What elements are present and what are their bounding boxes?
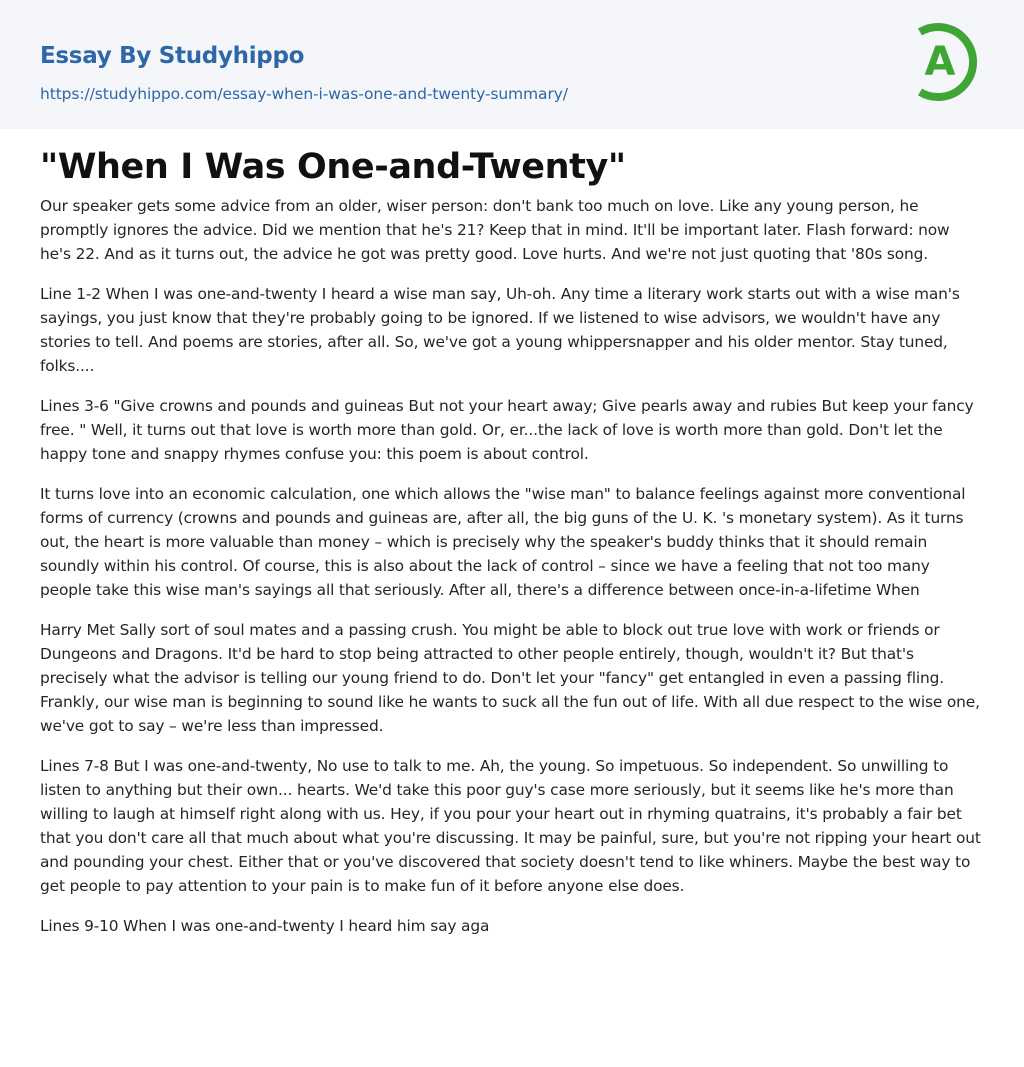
page-title: "When I Was One-and-Twenty"	[40, 147, 626, 187]
paragraph: Our speaker gets some advice from an older, wiser person: don't bank too much on love. Like any young person, he promptly ignores the advice. Did we mention that he's 21? Keep that in mind. It'll be important later. Flash forward: now he's 22. And as it turns out, the advice he got was pretty good. Love hurts. And we're not just quoting that '80s song.	[40, 197, 950, 263]
article-body	[40, 194, 984, 954]
paragraph: Lines 9-10 When I was one-and-twenty I heard him say aga	[40, 917, 490, 935]
paragraph: Lines 3-6 "Give crowns and pounds and guineas But not your heart away; Give pearls away and rubies But keep your fancy free. " Well, it turns out that love is worth more than gold. Or, er...the lack of love is worth more than gold. Don't let the happy tone and snappy rhymes confuse you: this poem is about control.	[40, 397, 974, 463]
paragraph: Lines 7-8 But I was one-and-twenty, No use to talk to me. Ah, the young. So impetuous. So independent. So unwilling to listen to anything but their own... hearts. We'd take this poor guy's case more seriously, but it seems like he's more than willing to laugh at himself right along with us. Hey, if you pour your heart out in rhyming quatrains, it's probably a fair bet that you don't care all that much about what you're discussing. It may be painful, sure, but you're not ripping your heart out and pounding your chest. Either that or you've discovered that society doesn't tend to like whiners. Maybe the best way to get people to pay attention to your pain is to make fun of it before anyone else does.	[40, 757, 981, 895]
paragraph: Harry Met Sally sort of soul mates and a passing crush. You might be able to block out true love with work or friends or Dungeons and Dragons. It'd be hard to stop being attracted to other people entirely, though, wouldn't it? But that's precisely what the advisor is telling our young friend to do. Don't let your "fancy" get entangled in even a passing fling. Frankly, our wise man is beginning to sound like he wants to suck all the fun out of life. With all due respect to the wise one, we've got to say – we're less than impressed.	[40, 621, 980, 735]
logo-letter: A	[924, 39, 956, 85]
site-title[interactable]: Essay By Studyhippo	[40, 43, 305, 69]
essay-url-link[interactable]: https://studyhippo.com/essay-when-i-was-one-and-twenty-summary/	[40, 85, 568, 103]
paragraph: Line 1-2 When I was one-and-twenty I heard a wise man say, Uh-oh. Any time a literary work starts out with a wise man's sayings, you just know that they're probably going to be ignored. If we listened to wise advisors, we wouldn't have any stories to tell. And poems are stories, after all. So, we've got a young whippersnapper and his older mentor. Stay tuned, folks....	[40, 285, 960, 375]
studyhippo-logo-icon[interactable]	[912, 19, 986, 105]
paragraph: It turns love into an economic calculation, one which allows the "wise man" to balance feelings against more conventional forms of currency (crowns and pounds and guineas are, after all, the big guns of the U. K. 's monetary system). As it turns out, the heart is more valuable than money – which is precisely why the speaker's buddy thinks that it should remain soundly within his control. Of course, this is also about the lack of control – since we have a feeling that not too many people take this wise man's sayings all that seriously. After all, there's a difference between once-in-a-lifetime When	[40, 485, 966, 599]
